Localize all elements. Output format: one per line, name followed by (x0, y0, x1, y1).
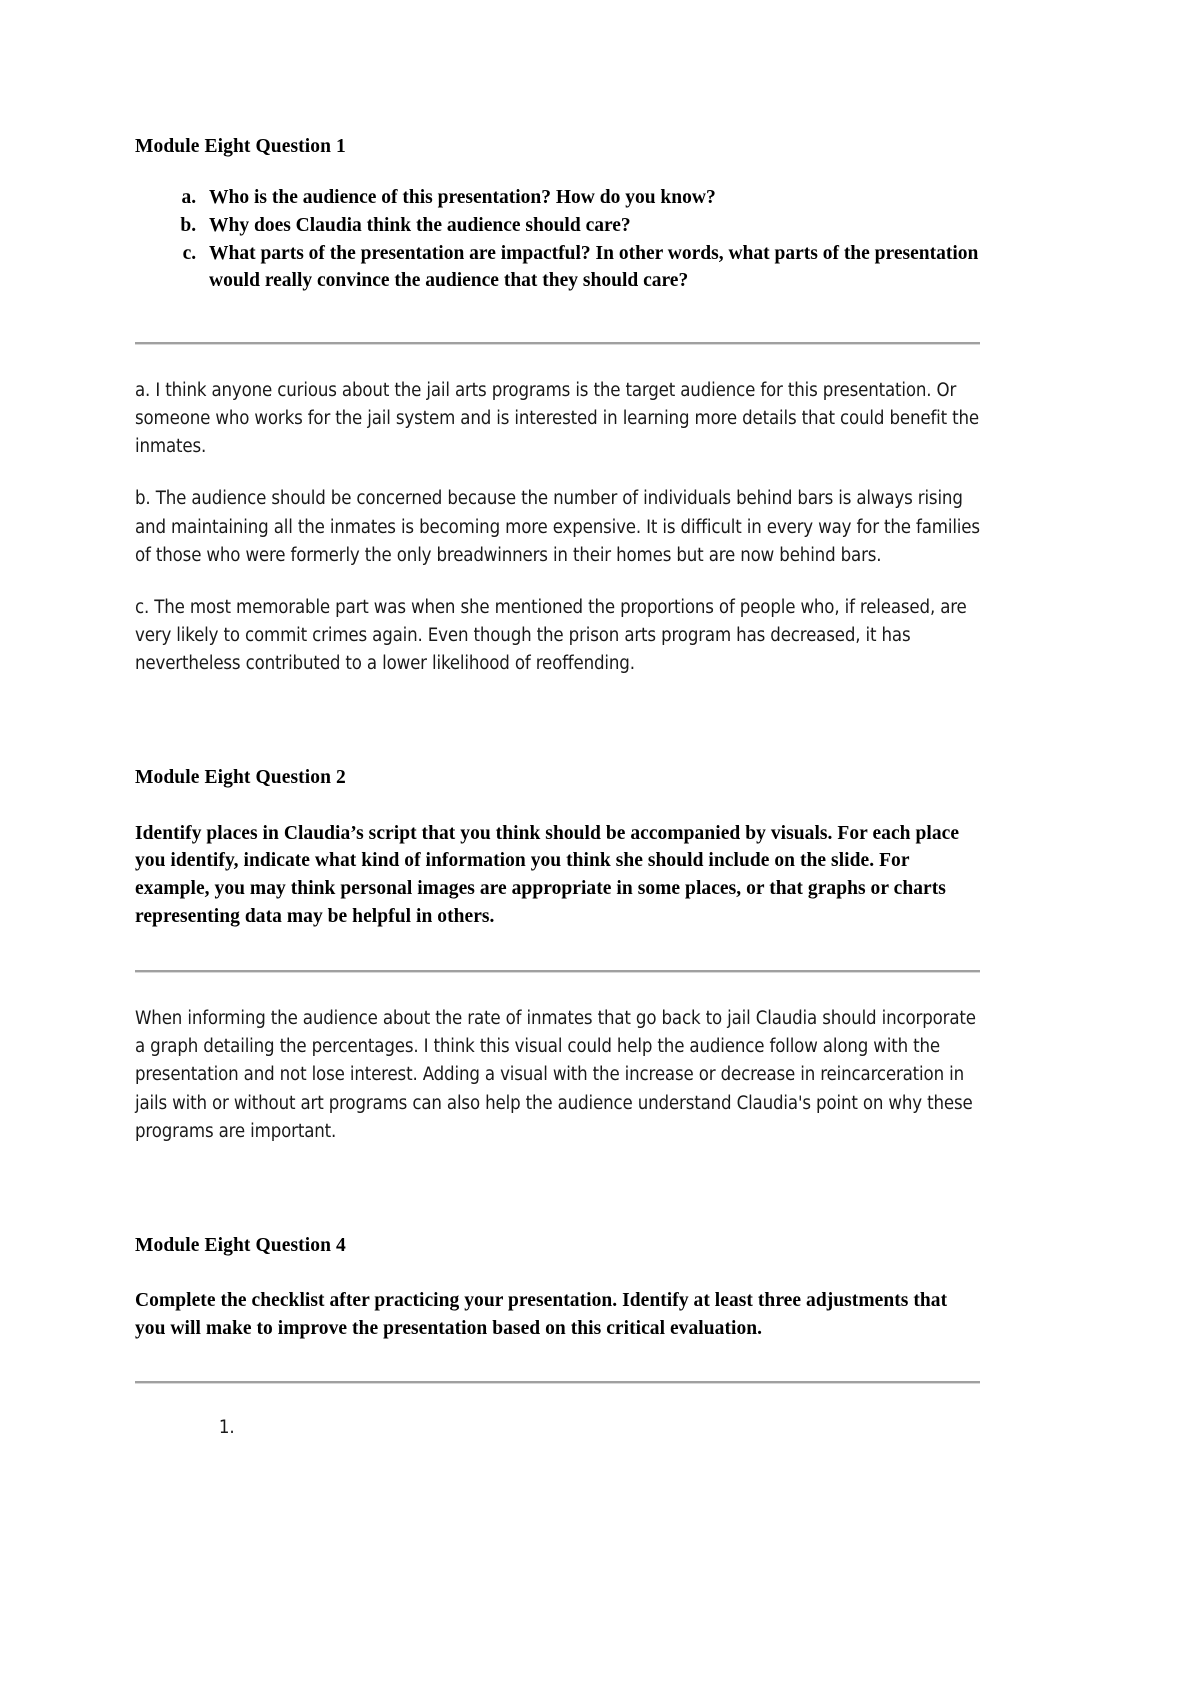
answer-paragraph-a: a. I think anyone curious about the jail arts programs is the target audience for this presentation. Or someone who works for the jail system and is interested in learning more details that could benefit the inmates. (135, 380, 979, 458)
spacer-heading2-to-prompt (135, 790, 980, 820)
spacer-rule-to-answer-2 (135, 973, 980, 1005)
spacer-prompt4-to-rule (135, 1343, 980, 1381)
answer-paragraph-question-2: When informing the audience about the rate of inmates that go back to jail Claudia should incorporate a graph detailing the percentages. I think this visual could help the audience follow along with the presentation and not lose interest. Adding a visual with the increase or decrease in reincarceration in jails with or without art programs can also help the audience understand Claudia's point on why these programs are important. (135, 1008, 976, 1142)
spacer-heading-to-list (135, 158, 980, 184)
question-1-sub-questions (135, 184, 980, 295)
question-2-prompt: Identify places in Claudia’s script that you think should be accompanied by visuals. For each place you identify, indicate what kind of information you think she should include on the slide. For example, you may think personal images are appropriate in some places, or that graphs or charts representing data may be helpful in others. (135, 822, 960, 927)
spacer-heading4-to-prompt (135, 1257, 980, 1287)
document-content (135, 0, 980, 1441)
spacer-answer2-to-heading-4 (135, 1146, 980, 1234)
list-item[interactable] (240, 1414, 980, 1442)
sub-question-a: a. Who is the audience of this presentation? How do you know? (201, 184, 980, 212)
section-heading-question-4: Module Eight Question 4 (135, 1234, 346, 1256)
spacer-list-to-rule (135, 295, 980, 342)
answer-paragraph-b: b. The audience should be concerned because the number of individuals behind bars is always rising and maintaining all the inmates is becoming more expensive. It is difficult in every way for the families of those who were formerly the only breadwinners in their homes but are now behind bars. (135, 488, 980, 566)
section-heading-question-2: Module Eight Question 2 (135, 767, 346, 789)
sub-question-b: b. Why does Claudia think the audience should care? (201, 212, 980, 240)
spacer-answers-to-heading-2 (135, 678, 980, 766)
spacer-rule-to-numbered-list (135, 1384, 980, 1414)
question-4-adjustments-list (135, 1414, 980, 1442)
question-4-prompt: Complete the checklist after practicing your presentation. Identify at least three adjustments that you will make to improve the presentation based on this critical evaluation. (135, 1290, 948, 1339)
section-heading-question-1: Module Eight Question 1 (135, 136, 346, 157)
answer-paragraph-c: c. The most memorable part was when she mentioned the proportions of people who, if released, are very likely to commit crimes again. Even though the prison arts program has decreased, it has nevertheless contributed to a lower likelihood of reoffending. (135, 596, 967, 675)
top-spacer (135, 0, 980, 135)
spacer-prompt2-to-rule (135, 930, 980, 970)
spacer-rule-to-answers (135, 345, 980, 377)
sub-question-c: c. What parts of the presentation are impactful? In other words, what parts of the presentation would really convince the audience that they should care? (201, 240, 980, 295)
